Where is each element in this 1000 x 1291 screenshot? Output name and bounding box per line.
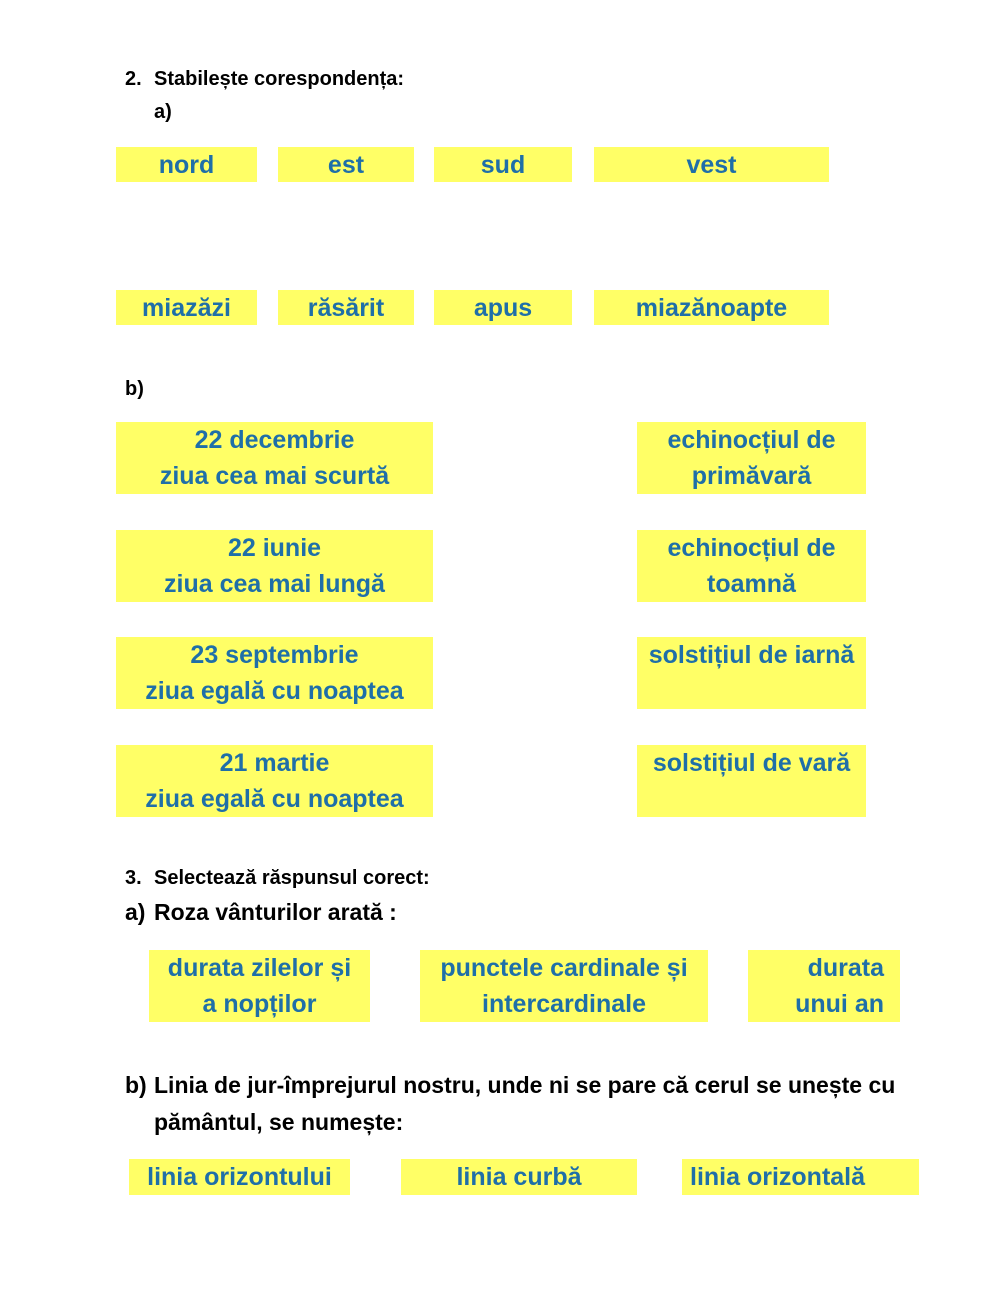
option-line: a nopților <box>202 990 317 1018</box>
card-line: solstițiul de iarnă <box>648 641 855 669</box>
q3-a-label: a) <box>125 899 146 925</box>
q2-part-a-label: a) <box>154 101 172 123</box>
option-linia-orizontala[interactable]: linia orizontală <box>682 1159 919 1195</box>
card-line: ziua egală cu noaptea <box>145 785 404 813</box>
option-punctele-cardinale[interactable] <box>420 950 708 1022</box>
q3-b-label: b) <box>125 1072 147 1098</box>
card-22-decembrie[interactable] <box>116 422 433 494</box>
option-line: durata <box>807 954 884 982</box>
card-apus[interactable]: apus <box>434 290 572 325</box>
card-line: 22 iunie <box>227 534 322 562</box>
option-line: durata zilelor și <box>167 954 352 982</box>
q3-number: 3. <box>125 867 142 889</box>
card-line: solstițiul de vară <box>652 749 851 777</box>
option-line: unui an <box>795 990 884 1018</box>
card-nord[interactable]: nord <box>116 147 257 182</box>
card-solstitiul-iarna[interactable] <box>637 637 866 709</box>
card-line: echinocțiul de <box>667 426 836 454</box>
option-line: intercardinale <box>482 990 646 1018</box>
q2-number: 2. <box>125 68 142 90</box>
card-line: ziua cea mai lungă <box>164 570 385 598</box>
option-durata-zilelor[interactable] <box>149 950 370 1022</box>
card-line: primăvară <box>691 462 812 490</box>
card-rasarit[interactable]: răsărit <box>278 290 414 325</box>
card-line: ziua egală cu noaptea <box>145 677 404 705</box>
card-miazanoapte[interactable]: miazănoapte <box>594 290 829 325</box>
card-est[interactable]: est <box>278 147 414 182</box>
card-line: 21 martie <box>219 749 330 777</box>
q2-part-b-label: b) <box>125 378 144 400</box>
card-22-iunie[interactable] <box>116 530 433 602</box>
card-vest[interactable]: vest <box>594 147 829 182</box>
option-line: punctele cardinale și <box>440 954 688 982</box>
q3-b-question-line2: pământul, se numește: <box>154 1109 404 1135</box>
q2-title: Stabilește corespondența: <box>154 68 405 90</box>
card-line: ziua cea mai scurtă <box>159 462 390 490</box>
q3-a-question: Roza vânturilor arată : <box>154 899 397 925</box>
option-linia-curba[interactable]: linia curbă <box>401 1159 637 1195</box>
card-echinoctiul-primavara[interactable] <box>637 422 866 494</box>
card-line: 22 decembrie <box>194 426 355 454</box>
q3-title: Selectează răspunsul corect: <box>154 867 430 889</box>
q3-b-question-line1: Linia de jur-împrejurul nostru, unde ni se pare că cerul se unește cu <box>154 1072 896 1098</box>
card-line: 23 septembrie <box>190 641 359 669</box>
card-21-martie[interactable] <box>116 745 433 817</box>
card-echinoctiul-toamna[interactable] <box>637 530 866 602</box>
card-solstitiul-vara[interactable] <box>637 745 866 817</box>
card-line: toamnă <box>707 570 796 598</box>
card-line: echinocțiul de <box>667 534 836 562</box>
card-miazazi[interactable]: miazăzi <box>116 290 257 325</box>
option-linia-orizontului[interactable]: linia orizontului <box>129 1159 350 1195</box>
option-durata-unui-an[interactable] <box>748 950 900 1022</box>
card-sud[interactable]: sud <box>434 147 572 182</box>
card-23-septembrie[interactable] <box>116 637 433 709</box>
